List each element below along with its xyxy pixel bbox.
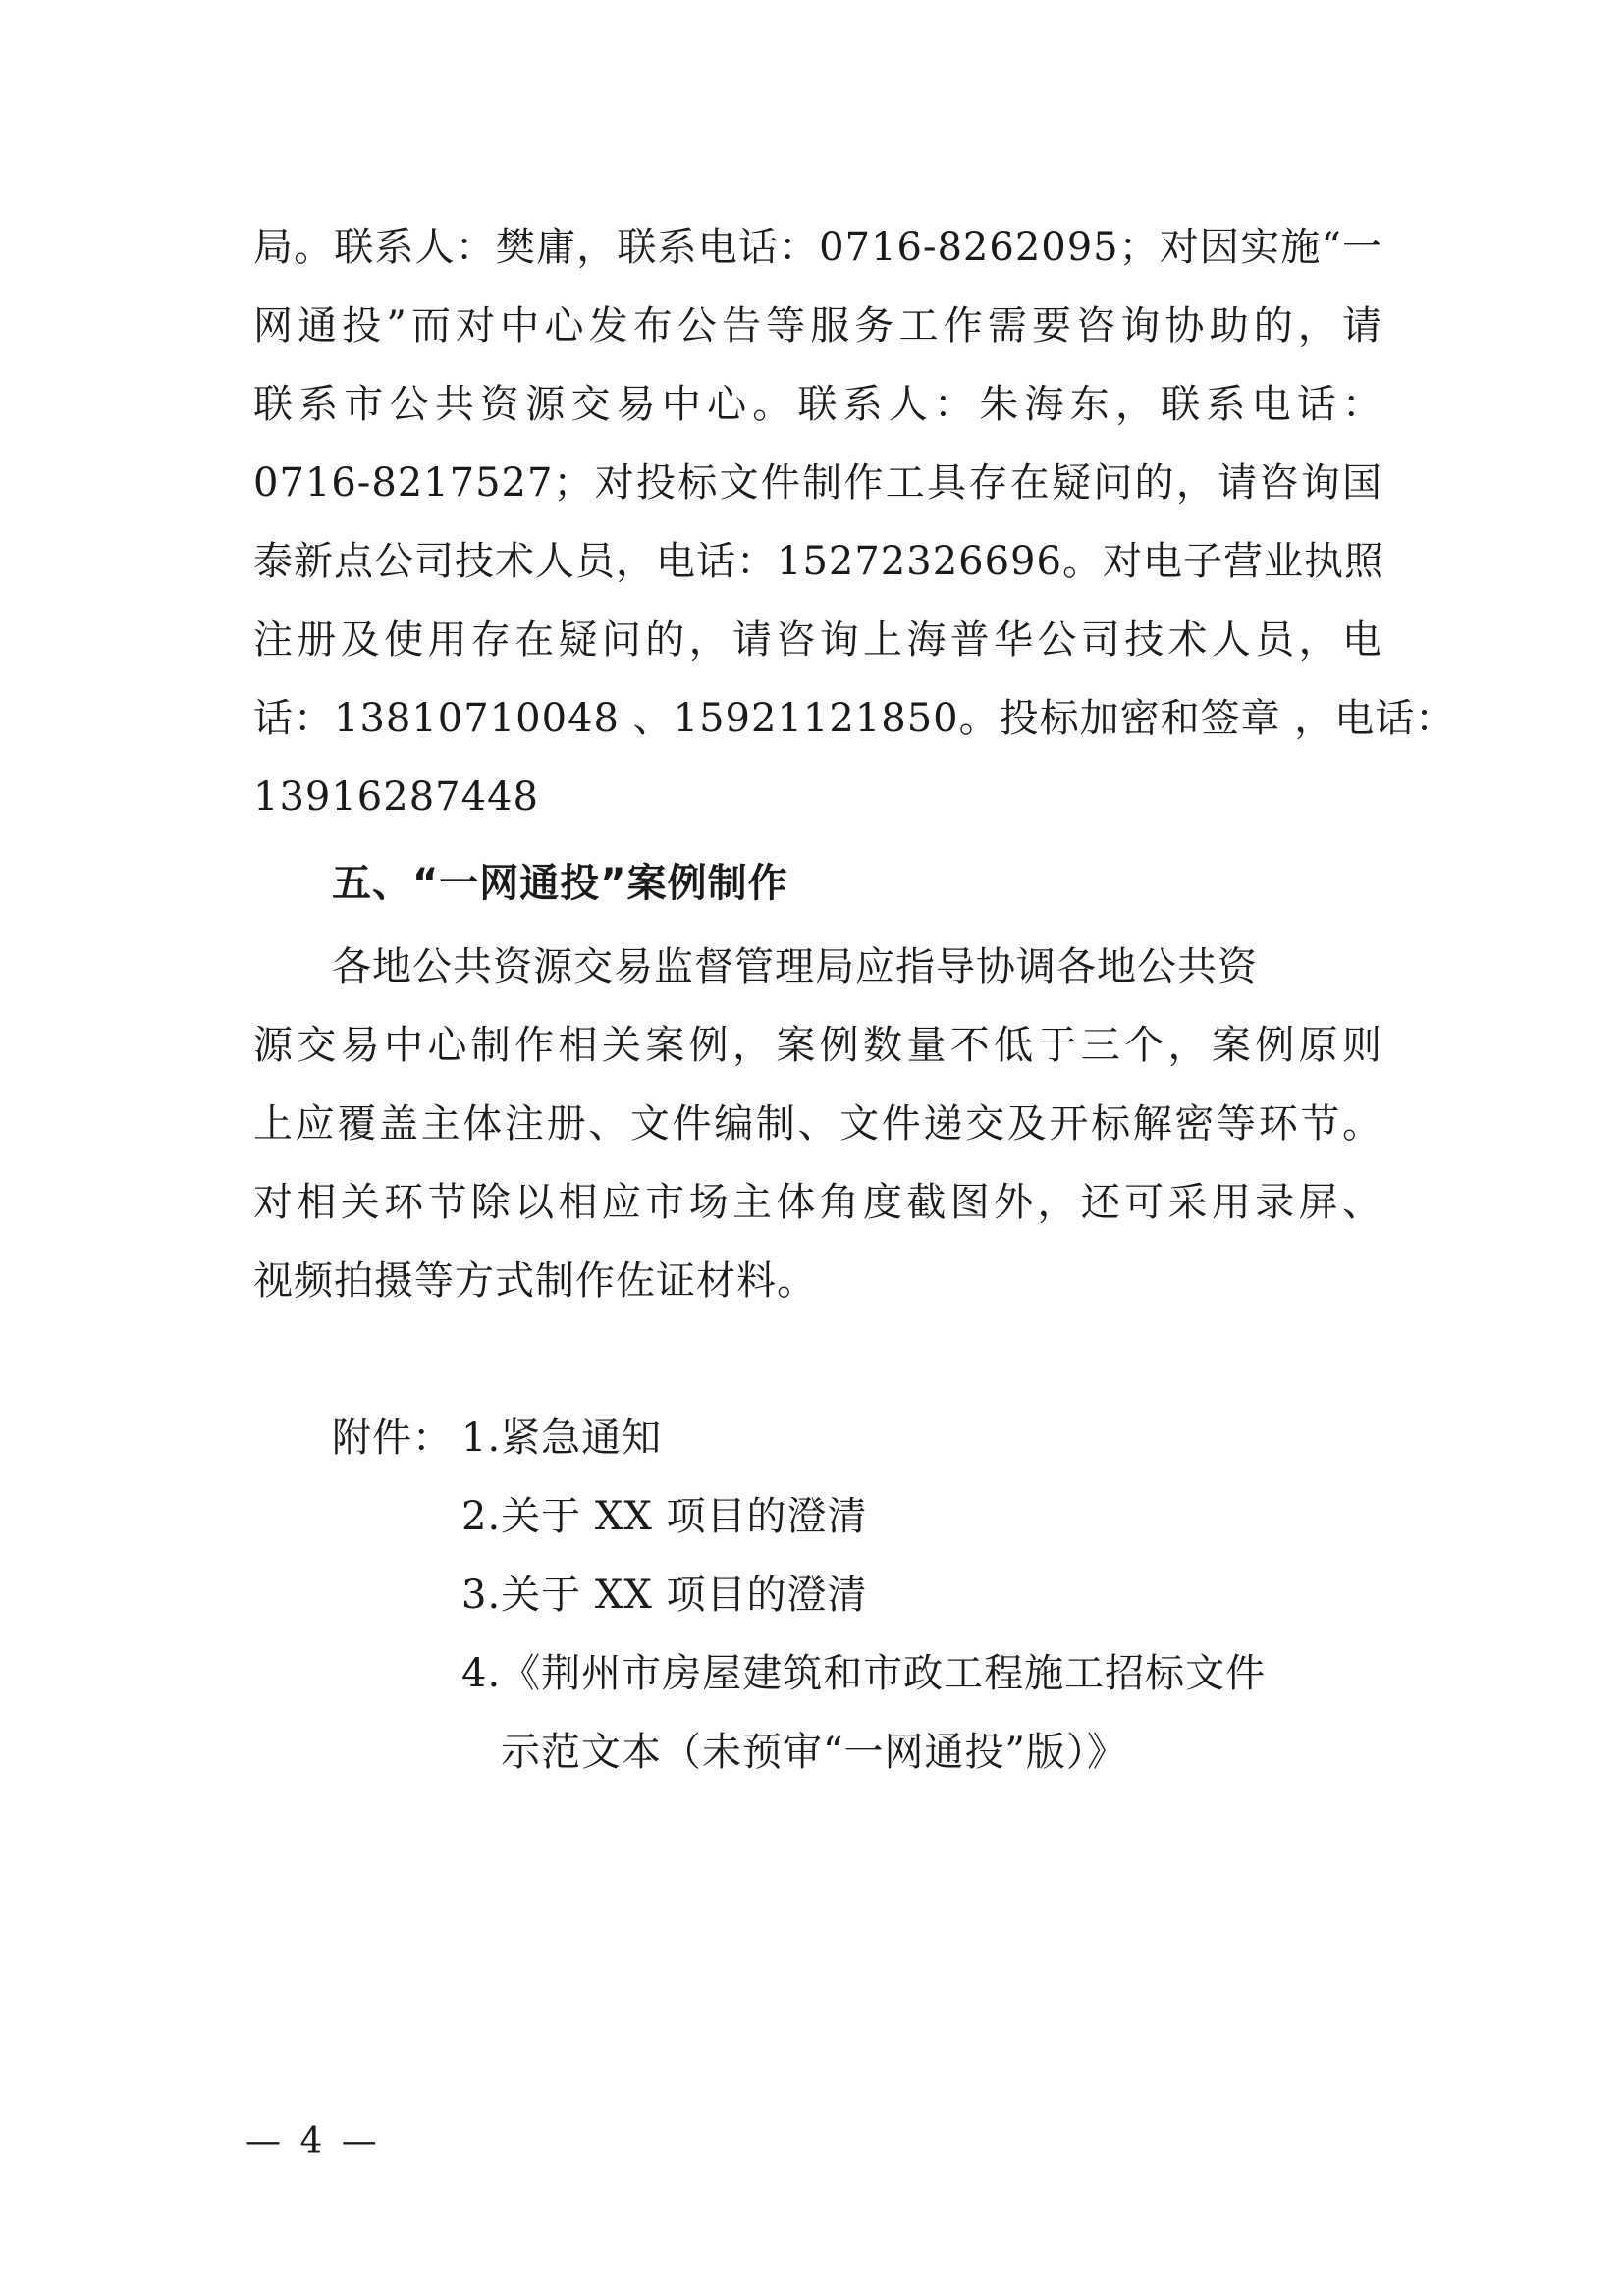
paragraph-line: 源交易中心制作相关案例，案例数量不低于三个，案例原则 bbox=[253, 1023, 1382, 1068]
paragraph-line: 泰新点公司技术人员，电话：15272326696。对电子营业执照 bbox=[253, 539, 1384, 584]
paragraph-line: 局。联系人：樊庸，联系电话：0716-8262095；对因实施“一 bbox=[253, 225, 1382, 270]
page-number: — 4 — bbox=[245, 2121, 381, 2162]
paragraph-line: 视频拍摄等方式制作佐证材料。 bbox=[253, 1258, 817, 1304]
attachment-item: 3.关于 XX 项目的澄清 bbox=[461, 1573, 868, 1618]
attachment-item: 2.关于 XX 项目的澄清 bbox=[461, 1494, 868, 1539]
attachments-label: 附件： bbox=[332, 1415, 453, 1461]
paragraph-line: 话：13810710048 、15921121850。投标加密和签章 ，电话： bbox=[253, 696, 1456, 741]
paragraph-line: 注册及使用存在疑问的，请咨询上海普华公司技术人员，电 bbox=[253, 617, 1382, 663]
paragraph-line: 上应覆盖主体注册、文件编制、文件递交及开标解密等环节。 bbox=[253, 1101, 1382, 1147]
paragraph-line: 0716-8217527；对投标文件制作工具存在疑问的，请咨询国 bbox=[253, 460, 1382, 506]
paragraph-line: 各地公共资源交易监督管理局应指导协调各地公共资 bbox=[332, 944, 1258, 989]
attachment-item: 4.《荆州市房屋建筑和市政工程施工招标文件 bbox=[461, 1651, 1267, 1696]
paragraph-line: 网通投”而对中心发布公告等服务工作需要咨询协助的，请 bbox=[253, 303, 1382, 348]
paragraph-line: 对相关环节除以相应市场主体角度截图外，还可采用录屏、 bbox=[253, 1180, 1382, 1225]
section-heading: 五、“一网通投”案例制作 bbox=[332, 861, 788, 906]
paragraph-line: 联系市公共资源交易中心。联系人：朱海东，联系电话： bbox=[253, 382, 1382, 427]
attachment-item: 1.紧急通知 bbox=[461, 1415, 663, 1461]
attachment-item-continuation: 示范文本（未预审“一网通投”版）》 bbox=[501, 1730, 1127, 1775]
paragraph-line: 13916287448 bbox=[253, 774, 539, 820]
